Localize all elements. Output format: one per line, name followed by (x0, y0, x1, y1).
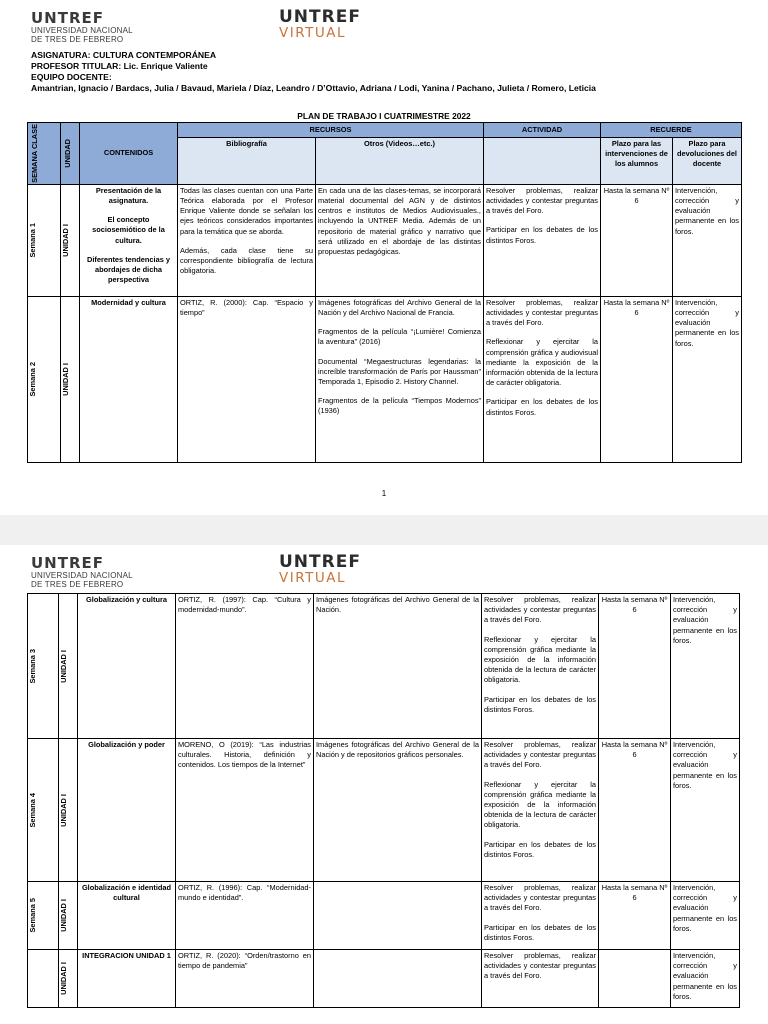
contenidos-cell (78, 594, 176, 739)
semana-cell (28, 739, 59, 882)
plazo-alumnos-cell (599, 950, 671, 1008)
contenidos-cell-paragraph: Modernidad y cultura (91, 297, 166, 307)
unidad-cell (61, 296, 80, 462)
contenidos-cell-paragraph: Globalización y cultura (86, 595, 167, 604)
untref-virtual-logo (279, 8, 361, 41)
otros-cell (316, 184, 484, 296)
actividad-cell-paragraph: Resolver problemas, realizar actividades y contestar preguntas a través del Foro. (484, 951, 596, 981)
semana-cell (28, 184, 61, 296)
logo-virtual-text: VIRTUAL (279, 570, 346, 586)
table-row (28, 594, 740, 739)
plazo-docente-cell: Intervención, corrección y evaluación permanente en los foros. (671, 950, 740, 1008)
actividad-cell (484, 296, 601, 462)
otros-cell-paragraph: Imágenes fotográficas del Archivo General de la Nación. (316, 595, 479, 615)
otros-cell (314, 950, 482, 1008)
plazo-docente-cell: Intervención, corrección y evaluación permanente en los foros. (673, 296, 742, 462)
untref-virtual-logo-2 (279, 553, 361, 586)
contenidos-cell (78, 739, 176, 882)
table-row (28, 184, 742, 296)
bibliografia-cell (176, 950, 314, 1008)
equipo-label: EQUIPO DOCENTE: (31, 72, 112, 82)
semana-cell (28, 950, 59, 1008)
page-gap (0, 515, 768, 545)
bibliografia-cell-paragraph: ORTIZ, R. (1997): Cap. “Cultura y modernidad-mundo”. (178, 595, 311, 615)
otros-cell-paragraph: Imágenes fotográficas del Archivo General de la Nación y del Archivo Nacional de Francia. (318, 297, 481, 318)
untref-logo (31, 10, 133, 44)
plazo-docente-cell: Intervención, corrección y evaluación permanente en los foros. (671, 594, 740, 739)
unidad-cell (59, 594, 78, 739)
otros-cell (314, 594, 482, 739)
plazo-alumnos-cell: Hasta la semana Nº 6 (601, 184, 673, 296)
logo-subtitle-1: UNIVERSIDAD NACIONAL (31, 26, 133, 35)
contenidos-cell (80, 296, 178, 462)
bibliografia-cell-paragraph: ORTIZ, R. (1996): Cap. “Modernidad-mundo e identidad”. (178, 883, 311, 903)
unidad-label: UNIDAD I (61, 362, 70, 396)
logo-virtual-text: VIRTUAL (279, 25, 346, 41)
contenidos-cell-paragraph: Presentación de la asignatura. (95, 185, 162, 206)
contenidos-cell-paragraph: Diferentes tendencias y abordajes de dicha perspectiva (87, 254, 170, 285)
bibliografia-cell (178, 184, 316, 296)
unidad-cell (59, 739, 78, 882)
semana-cell (28, 594, 59, 739)
otros-cell (314, 739, 482, 882)
bibliografia-cell (178, 296, 316, 462)
bibliografia-cell-paragraph: MORENO, O (2019): “Las industrias culturales. Historia, definición y contenidos. Los tiempos de la Internet” (178, 740, 311, 770)
actividad-cell-paragraph: Participar en los debates de los distintos Foros. (484, 694, 596, 714)
header-actividad-sub (484, 137, 601, 184)
logo-subtitle-2: DE TRES DE FEBRERO (31, 580, 124, 589)
contenidos-cell-paragraph: Globalización e identidad cultural (81, 883, 172, 903)
logo-brand: UNTREF (31, 9, 105, 27)
semana-label: Semana 5 (28, 898, 37, 933)
unidad-cell (61, 184, 80, 296)
unidad-label: UNIDAD I (59, 899, 68, 932)
actividad-cell (482, 882, 599, 950)
actividad-cell (484, 184, 601, 296)
document-page-2 (0, 545, 768, 1024)
contenidos-cell-paragraph: INTEGRACION UNIDAD 1 (82, 951, 171, 960)
semana-cell (28, 296, 61, 462)
unidad-cell (59, 882, 78, 950)
page-number: 1 (381, 489, 387, 498)
course-header (31, 50, 596, 94)
logo-subtitle-1: UNIVERSIDAD NACIONAL (31, 571, 133, 580)
actividad-cell (482, 594, 599, 739)
header-plazo-alumnos: Plazo para las intervenciones de los alumnos (601, 137, 673, 184)
semana-label: Semana 2 (28, 362, 37, 397)
table-row (28, 739, 740, 882)
untref-logo-2 (31, 555, 133, 589)
contenidos-cell (80, 184, 178, 296)
header-contenidos: CONTENIDOS (80, 123, 178, 185)
otros-cell-paragraph: Fragmentos de la película “Tiempos Modernos” (1936) (318, 396, 481, 416)
actividad-cell-paragraph: Participar en los debates de los distintos Foros. (486, 225, 598, 245)
plazo-alumnos-cell: Hasta la semana Nº 6 (601, 296, 673, 462)
header-unidad: UNIDAD (61, 123, 80, 185)
actividad-cell-paragraph: Resolver problemas, realizar actividades y contestar preguntas a través del Foro. (486, 185, 598, 216)
equipo-docente-list: Amantrian, Ignacio / Bardacs, Julia / Bavaud, Mariela / Díaz, Leandro / D’Ottavio, Adriana / Lodi, Yanina / Pachano, Julieta / Romero, Leticia (31, 83, 596, 93)
profesor-line: PROFESOR TITULAR: Lic. Enrique Valiente (31, 61, 208, 71)
actividad-cell-paragraph: Participar en los debates de los distintos Foros. (484, 839, 596, 859)
actividad-cell-paragraph: Resolver problemas, realizar actividades y contestar preguntas a través del Foro. (484, 883, 596, 913)
actividad-cell-paragraph: Participar en los debates de los distintos Foros. (484, 922, 596, 942)
unidad-label: UNIDAD I (61, 223, 70, 257)
actividad-cell (482, 739, 599, 882)
table-row (28, 296, 742, 462)
header-recuerde: RECUERDE (601, 123, 742, 138)
header-actividad: ACTIVIDAD (484, 123, 601, 138)
semana-label: Semana 1 (28, 223, 37, 258)
plazo-alumnos-cell: Hasta la semana Nº 6 (599, 594, 671, 739)
otros-cell (316, 296, 484, 462)
unidad-label: UNIDAD I (59, 649, 68, 683)
semana-label: Semana 4 (28, 792, 37, 828)
semana-label: Semana 3 (28, 648, 37, 684)
plazo-docente-cell: Intervención, corrección y evaluación permanente en los foros. (671, 739, 740, 882)
semana-cell (28, 882, 59, 950)
logo-subtitle-2: DE TRES DE FEBRERO (31, 35, 124, 44)
plazo-alumnos-cell: Hasta la semana Nº 6 (599, 739, 671, 882)
header-bibliografia: Bibliografía (178, 137, 316, 184)
plan-title: PLAN DE TRABAJO I CUATRIMESTRE 2022 (297, 111, 471, 121)
asignatura-line: ASIGNATURA: CULTURA CONTEMPORÁNEA (31, 50, 217, 60)
otros-cell-paragraph: Imágenes fotográficas del Archivo General de la Nación y de repositorios gráficos personales. (316, 740, 479, 760)
contenidos-cell-paragraph: Globalización y poder (88, 740, 165, 749)
unidad-label: UNIDAD I (59, 962, 68, 995)
plan-table-page-2 (27, 593, 740, 1008)
contenidos-cell-paragraph: El concepto sociosemiótico de la cultura. (92, 215, 165, 245)
otros-cell-paragraph: Documental “Megaestructuras legendarias: la increíble transformación de París por Haussman” Temporada 1, Episodio 2. History Channel. (318, 356, 481, 387)
bibliografia-cell (176, 882, 314, 950)
actividad-cell-paragraph: Resolver problemas, realizar actividades y contestar preguntas a través del Foro. (484, 740, 596, 770)
actividad-cell-paragraph: Reflexionar y ejercitar la comprensión gráfica mediante la exposición de la información obtenida de la lectura de carácter obligatoria. (484, 779, 596, 830)
actividad-cell (482, 950, 599, 1008)
contenidos-cell (78, 882, 176, 950)
plazo-docente-cell: Intervención, corrección y evaluación permanente en los foros. (673, 184, 742, 296)
actividad-cell-paragraph: Resolver problemas, realizar actividades y contestar preguntas a través del Foro. (486, 297, 598, 328)
actividad-cell-paragraph: Reflexionar y ejercitar la comprensión gráfica mediante la exposición de la información obtenida de la lectura de carácter obligatoria. (484, 634, 596, 685)
otros-cell-paragraph: En cada una de las clases-temas, se incorporará material documental del AGN y de distintos centros e institutos de Medios Audiovisuales., incluyendo la UNTREF Media. Además de un repositorio de material gráfico y narrativo que será utilizado en el abordaje de las distintas propuestas pedagógicas. (318, 185, 481, 257)
otros-cell-paragraph: Fragmentos de la película “¡Lumière! Comienza la aventura” (2016) (318, 327, 481, 347)
table-row (28, 882, 740, 950)
table-row (28, 950, 740, 1008)
header-recursos: RECURSOS (178, 123, 484, 138)
bibliografia-cell-paragraph: Además, cada clase tiene su correspondiente bibliografía de lectura obligatoria. (180, 245, 313, 276)
actividad-cell-paragraph: Reflexionar y ejercitar la comprensión gráfica y audiovisual mediante la exposición de la información obtenida de la lectura de carácter obligatoria. (486, 337, 598, 388)
bibliografia-cell-paragraph: Todas las clases cuentan con una Parte Teórica elaborada por el Profesor Enrique Valiente donde se señalan los ejes teóricos considerados importantes para la temática que se aborda. (180, 185, 313, 236)
plazo-alumnos-cell: Hasta la semana Nº 6 (599, 882, 671, 950)
bibliografia-cell-paragraph: ORTIZ, R. (2020): “Orden/trastorno en tiempo de pandemia” (178, 951, 311, 971)
bibliografia-cell-paragraph: ORTIZ, R. (2000): Cap. “Espacio y tiempo” (180, 297, 313, 318)
header-semana: SEMANA CLASE (28, 123, 61, 185)
otros-cell (314, 882, 482, 950)
header-otros: Otros (Videos…etc.) (316, 137, 484, 184)
actividad-cell-paragraph: Resolver problemas, realizar actividades y contestar preguntas a través del Foro. (484, 595, 596, 625)
unidad-label: UNIDAD I (59, 793, 68, 827)
logo-virtual-brand: UNTREF (279, 7, 361, 27)
bibliografia-cell (176, 594, 314, 739)
unidad-cell (59, 950, 78, 1008)
actividad-cell-paragraph: Participar en los debates de los distintos Foros. (486, 397, 598, 417)
contenidos-cell (78, 950, 176, 1008)
plazo-docente-cell: Intervención, corrección y evaluación permanente en los foros. (671, 882, 740, 950)
plan-table-page-1 (27, 122, 742, 463)
logo-brand: UNTREF (31, 554, 105, 572)
logo-virtual-brand: UNTREF (279, 552, 361, 572)
bibliografia-cell (176, 739, 314, 882)
header-plazo-docente: Plazo para devoluciones del docente (673, 137, 742, 184)
